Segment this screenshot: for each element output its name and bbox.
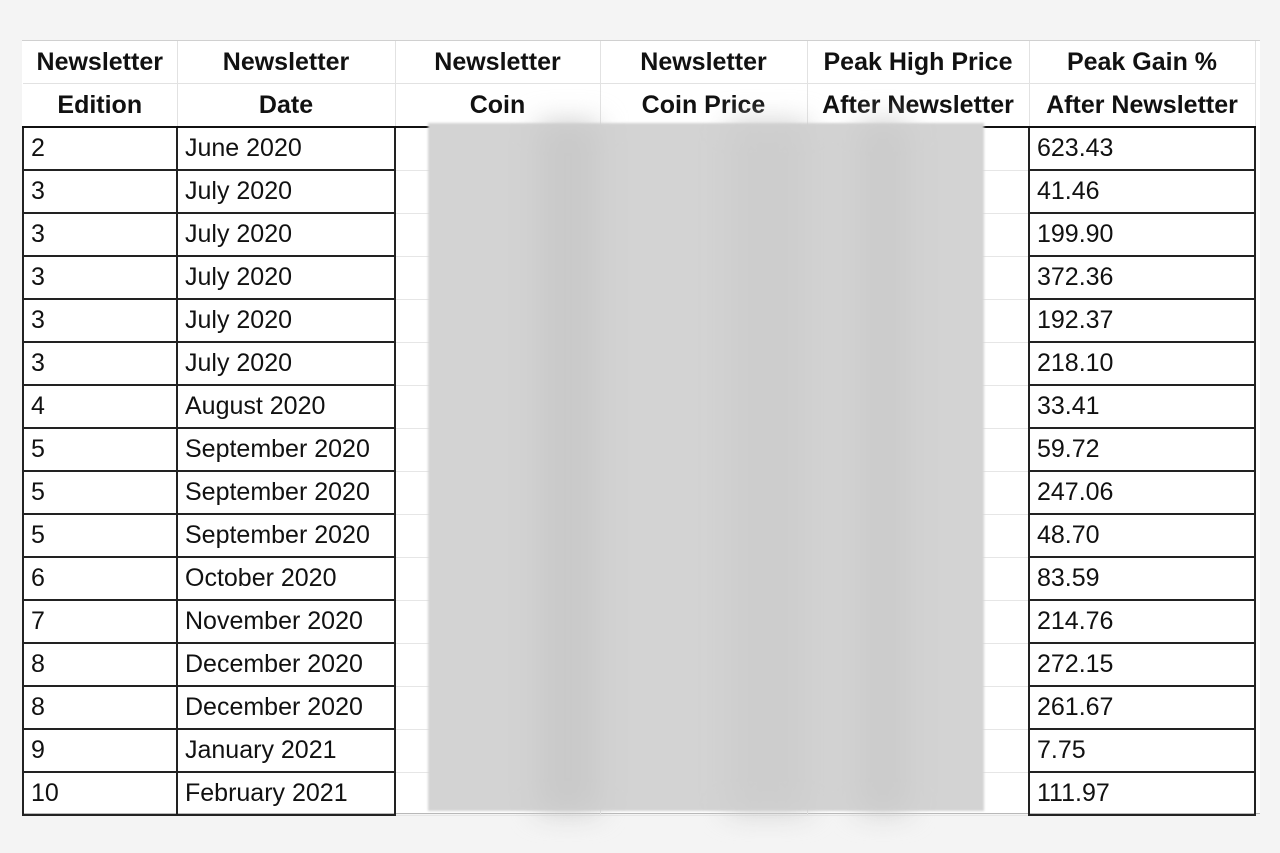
- peak-price-cell-redacted: [807, 299, 1029, 342]
- edition-cell: 3: [23, 170, 177, 213]
- date-cell: December 2020: [177, 643, 395, 686]
- date-cell: December 2020: [177, 686, 395, 729]
- date-cell: October 2020: [177, 557, 395, 600]
- peak-gain-cell: 83.59: [1029, 557, 1255, 600]
- table-row: [23, 729, 1255, 772]
- coin-cell-redacted: [395, 600, 600, 643]
- coin-cell-redacted: [395, 686, 600, 729]
- peak-price-cell-redacted: [807, 428, 1029, 471]
- coin-cell-redacted: [395, 729, 600, 772]
- header-peak-price-line1: Peak High Price: [807, 41, 1029, 84]
- coin-price-cell-redacted: [600, 256, 807, 299]
- table-header: [23, 41, 1255, 127]
- header-date-line1: Newsletter: [177, 41, 395, 84]
- peak-price-cell-redacted: [807, 600, 1029, 643]
- peak-gain-cell: 111.97: [1029, 772, 1255, 815]
- peak-gain-cell: 33.41: [1029, 385, 1255, 428]
- date-cell: June 2020: [177, 127, 395, 170]
- coin-cell-redacted: [395, 342, 600, 385]
- peak-gain-cell: 199.90: [1029, 213, 1255, 256]
- coin-cell-redacted: [395, 385, 600, 428]
- peak-price-cell-redacted: [807, 256, 1029, 299]
- date-cell: September 2020: [177, 471, 395, 514]
- coin-cell-redacted: [395, 127, 600, 170]
- edition-cell: 9: [23, 729, 177, 772]
- date-cell: July 2020: [177, 299, 395, 342]
- peak-gain-cell: 59.72: [1029, 428, 1255, 471]
- peak-price-cell-redacted: [807, 342, 1029, 385]
- coin-price-cell-redacted: [600, 514, 807, 557]
- header-coin-price-line1: Newsletter: [600, 41, 807, 84]
- date-cell: July 2020: [177, 170, 395, 213]
- edition-cell: 3: [23, 213, 177, 256]
- peak-price-cell-redacted: [807, 772, 1029, 815]
- table-row: [23, 514, 1255, 557]
- date-cell: February 2021: [177, 772, 395, 815]
- date-cell: July 2020: [177, 342, 395, 385]
- coin-cell-redacted: [395, 514, 600, 557]
- edition-cell: 8: [23, 686, 177, 729]
- header-peak-price-line2: After Newsletter: [807, 84, 1029, 128]
- edition-cell: 3: [23, 256, 177, 299]
- edition-cell: 7: [23, 600, 177, 643]
- header-peak-gain-line1: Peak Gain %: [1029, 41, 1255, 84]
- edition-cell: 3: [23, 342, 177, 385]
- coin-price-cell-redacted: [600, 729, 807, 772]
- edition-cell: 5: [23, 428, 177, 471]
- edition-cell: 5: [23, 514, 177, 557]
- coin-cell-redacted: [395, 170, 600, 213]
- coin-price-cell-redacted: [600, 170, 807, 213]
- table-row: [23, 385, 1255, 428]
- coin-price-cell-redacted: [600, 127, 807, 170]
- table-row: [23, 686, 1255, 729]
- header-edition-line1: Newsletter: [23, 41, 177, 84]
- table-row: [23, 428, 1255, 471]
- edition-cell: 3: [23, 299, 177, 342]
- table-row: [23, 299, 1255, 342]
- table-row: [23, 557, 1255, 600]
- date-cell: January 2021: [177, 729, 395, 772]
- table-row: [23, 213, 1255, 256]
- peak-gain-cell: 192.37: [1029, 299, 1255, 342]
- header-date-line2: Date: [177, 84, 395, 128]
- coin-price-cell-redacted: [600, 299, 807, 342]
- date-cell: July 2020: [177, 256, 395, 299]
- table-row: [23, 772, 1255, 815]
- header-coin-line1: Newsletter: [395, 41, 600, 84]
- peak-price-cell-redacted: [807, 170, 1029, 213]
- peak-gain-cell: 372.36: [1029, 256, 1255, 299]
- edition-cell: 10: [23, 772, 177, 815]
- peak-price-cell-redacted: [807, 557, 1029, 600]
- header-row-2: [23, 84, 1255, 128]
- peak-gain-cell: 48.70: [1029, 514, 1255, 557]
- spreadsheet: [22, 40, 1260, 814]
- peak-price-cell-redacted: [807, 643, 1029, 686]
- peak-price-cell-redacted: [807, 127, 1029, 170]
- peak-price-cell-redacted: [807, 686, 1029, 729]
- table-row: [23, 170, 1255, 213]
- edition-cell: 5: [23, 471, 177, 514]
- coin-cell-redacted: [395, 213, 600, 256]
- coin-price-cell-redacted: [600, 471, 807, 514]
- edition-cell: 2: [23, 127, 177, 170]
- peak-price-cell-redacted: [807, 385, 1029, 428]
- peak-gain-cell: 272.15: [1029, 643, 1255, 686]
- coin-cell-redacted: [395, 471, 600, 514]
- coin-price-cell-redacted: [600, 772, 807, 815]
- table-row: [23, 600, 1255, 643]
- peak-price-cell-redacted: [807, 213, 1029, 256]
- coin-price-cell-redacted: [600, 385, 807, 428]
- date-cell: November 2020: [177, 600, 395, 643]
- coin-cell-redacted: [395, 557, 600, 600]
- coin-price-cell-redacted: [600, 428, 807, 471]
- peak-price-cell-redacted: [807, 729, 1029, 772]
- coin-price-cell-redacted: [600, 342, 807, 385]
- table-row: [23, 256, 1255, 299]
- peak-price-cell-redacted: [807, 514, 1029, 557]
- coin-price-cell-redacted: [600, 600, 807, 643]
- header-coin-price-line2: Coin Price: [600, 84, 807, 128]
- date-cell: September 2020: [177, 428, 395, 471]
- coin-cell-redacted: [395, 256, 600, 299]
- table-row: [23, 643, 1255, 686]
- date-cell: August 2020: [177, 385, 395, 428]
- table-row: [23, 471, 1255, 514]
- peak-gain-cell: 7.75: [1029, 729, 1255, 772]
- newsletter-gains-table: [22, 41, 1256, 816]
- peak-gain-cell: 214.76: [1029, 600, 1255, 643]
- peak-gain-cell: 623.43: [1029, 127, 1255, 170]
- date-cell: September 2020: [177, 514, 395, 557]
- coin-cell-redacted: [395, 643, 600, 686]
- peak-gain-cell: 41.46: [1029, 170, 1255, 213]
- edition-cell: 4: [23, 385, 177, 428]
- coin-cell-redacted: [395, 428, 600, 471]
- header-coin-line2: Coin: [395, 84, 600, 128]
- peak-gain-cell: 261.67: [1029, 686, 1255, 729]
- peak-gain-cell: 247.06: [1029, 471, 1255, 514]
- table-row: [23, 342, 1255, 385]
- coin-price-cell-redacted: [600, 557, 807, 600]
- coin-price-cell-redacted: [600, 213, 807, 256]
- table-row: [23, 127, 1255, 170]
- table-body: [23, 127, 1255, 815]
- coin-price-cell-redacted: [600, 686, 807, 729]
- edition-cell: 6: [23, 557, 177, 600]
- header-peak-gain-line2: After Newsletter: [1029, 84, 1255, 128]
- header-edition-line2: Edition: [23, 84, 177, 128]
- edition-cell: 8: [23, 643, 177, 686]
- peak-gain-cell: 218.10: [1029, 342, 1255, 385]
- coin-cell-redacted: [395, 299, 600, 342]
- header-row-1: [23, 41, 1255, 84]
- coin-price-cell-redacted: [600, 643, 807, 686]
- coin-cell-redacted: [395, 772, 600, 815]
- date-cell: July 2020: [177, 213, 395, 256]
- peak-price-cell-redacted: [807, 471, 1029, 514]
